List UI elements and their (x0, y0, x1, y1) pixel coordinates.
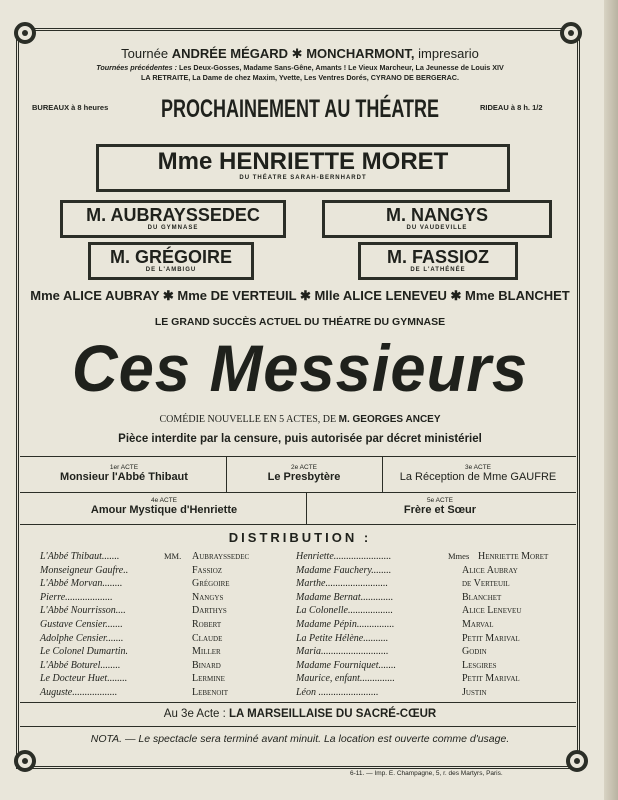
acts-middle-rule (20, 492, 576, 493)
cast-actor: Nangys (192, 591, 224, 603)
lead-actress-name: Mme HENRIETTE MORET (157, 148, 449, 175)
act-number: 3e ACTE (464, 464, 491, 471)
cast-actor: Grégoire (192, 578, 230, 590)
cast-actor: Lebenoit (192, 687, 229, 698)
act-cell (382, 464, 574, 483)
acts-bottom-rule (20, 524, 576, 525)
act-number: 5e ACTE (426, 497, 453, 504)
cast-actor: Fassioz (192, 564, 223, 576)
act-title: Frère et Sœur (403, 504, 477, 516)
cast-role: La Colonelle.................. (296, 605, 393, 617)
cast-actor: Robert (192, 619, 222, 630)
actor-box (88, 242, 254, 280)
act-title: Le Presbytère (267, 471, 341, 483)
cast-role: L'Abbé Boturel........ (40, 659, 121, 671)
play-title: Ces Messieurs (71, 331, 529, 405)
tour-name: ANDRÉE MÉGARD (171, 46, 289, 61)
act-cell (226, 464, 382, 483)
cast-actor: Darthys (192, 605, 227, 617)
cast-role: L'Abbé Morvan........ (40, 578, 123, 590)
censorship-note: Pièce interdite par la censure, puis autorisée par décret ministériel (118, 433, 482, 445)
third-act-line (20, 708, 580, 720)
cast-actor: Claude (192, 632, 223, 644)
act-cell (22, 497, 306, 516)
cast-role: Monseigneur Gaufre.. (40, 564, 129, 576)
corner-ornament-icon (560, 22, 582, 44)
printer-credit: 6-11. — Imp. E. Champagne, 5, r. des Martyrs, Paris. (350, 770, 503, 777)
actor-name: M. GRÉGOIRE (109, 247, 232, 267)
act-title: La Réception de Mme GAUFRE (399, 471, 557, 483)
star-icon: ✱ (291, 46, 303, 61)
distribution-heading: DISTRIBUTION : (228, 530, 372, 545)
cast-actor: Lermine (192, 673, 225, 685)
previous-tours-line-2: LA RETRAITE, La Dame de chez Maxim, Yvette, Les Ventres Dorés, CYRANO DE BERGERAC. (141, 73, 459, 82)
nota-line: NOTA. — Le spectacle sera terminé avant minuit. La location est ouverte comme d'usage. (90, 733, 510, 745)
actor-name: M. NANGYS (385, 205, 488, 225)
corner-ornament-icon (566, 750, 588, 772)
previous-list-1: Les Deux-Gosses, Madame Sans-Gêne, Amants ! Le Vieux Marcheur, La Jeunesse de Louis XIV (179, 63, 504, 72)
actor-theatre: DE L'ATHÉNÉE (410, 267, 466, 273)
cast-actor: Binard (192, 659, 221, 671)
cast-actor: Aubrayssedec (192, 551, 250, 562)
acts-top-rule (20, 456, 576, 457)
cast-role: Le Docteur Huet........ (40, 673, 128, 685)
cast-actor: Henriette Moret (478, 551, 549, 562)
cast-prefix: MM. (164, 551, 182, 561)
cast-role: Madame Fourniquet....... (296, 659, 396, 671)
cast-role: Le Colonel Dumartin. (40, 646, 129, 658)
act-number: 2e ACTE (290, 464, 317, 471)
corner-ornament-icon (14, 22, 36, 44)
cast-role: La Petite Hélène.......... (296, 632, 389, 644)
play-subtitle (20, 414, 580, 425)
impresario-name: MONCHARMONT, (306, 46, 415, 61)
actor-name: M. FASSIOZ (386, 247, 489, 267)
act-cell (306, 497, 574, 516)
cast-actor: Justin (462, 687, 487, 698)
corner-ornament-icon (14, 750, 36, 772)
actor-name: M. AUBRAYSSEDEC (86, 205, 260, 225)
cast-actor: Miller (192, 646, 221, 658)
subtitle-prefix: COMÉDIE NOUVELLE EN 5 ACTES, DE (159, 414, 337, 425)
cast-actor: Marval (462, 619, 494, 630)
cast-actor: Petit Marival (462, 632, 520, 644)
cast-role: L'Abbé Thibaut....... (40, 551, 120, 562)
cast-role: Adolphe Censier....... (40, 632, 124, 644)
cast-actor: Petit Marival (462, 673, 520, 685)
act-number: 4e ACTE (150, 497, 177, 504)
actor-theatre: DU VAUDEVILLE (406, 225, 468, 231)
cast-role: Henriette....................... (296, 551, 392, 562)
cast-actor: Godin (462, 646, 487, 658)
footer-rule (20, 726, 576, 727)
actor-box (60, 200, 286, 238)
rideau-time: RIDEAU à 8 h. 1/2 (480, 103, 543, 112)
headline: PROCHAINEMENT AU THÉATRE (160, 95, 439, 123)
cast-role: Marthe......................... (296, 578, 388, 590)
cast-role: Pierre................... (40, 591, 113, 603)
cast-actor: Lesgires (462, 659, 497, 671)
cast-role: Madame Fauchery........ (296, 564, 392, 576)
third-act-song: LA MARSEILLAISE DU SACRÉ-CŒUR (229, 708, 437, 720)
bureaux-time: BUREAUX à 8 heures (32, 103, 109, 112)
act-number: 1er ACTE (109, 464, 139, 471)
cast-actor: de Verteuil (462, 578, 510, 590)
lead-actress-theatre: DU THÉATRE SARAH-BERNHARDT (239, 175, 367, 181)
author-name: M. GEORGES ANCEY (338, 414, 441, 425)
previous-label: Tournées précédentes : (96, 63, 178, 72)
previous-tours-line-1 (20, 63, 580, 72)
cast-actor: Blanchet (462, 591, 502, 603)
cast-role: Madame Pépin............... (296, 619, 395, 630)
actor-box (322, 200, 552, 238)
actresses-line: Mme ALICE AUBRAY ✱ Mme DE VERTEUIL ✱ Mlle ALICE LENEVEU ✱ Mme BLANCHET (30, 288, 570, 303)
act-title: Monsieur l'Abbé Thibaut (60, 471, 188, 483)
actor-theatre: DE L'AMBIGU (145, 267, 197, 273)
act-title: Amour Mystique d'Henriette (90, 504, 238, 516)
impresario-word: impresario (418, 46, 479, 61)
actor-box (358, 242, 518, 280)
cast-role: Maurice, enfant.............. (296, 673, 395, 685)
cast-actor: Alice Aubray (462, 564, 518, 576)
cast-role: Madame Bernat............. (296, 591, 394, 603)
cast-actor: Alice Leneveu (462, 605, 522, 617)
tour-prefix: Tournée (121, 46, 169, 61)
cast-role: Auguste.................. (40, 687, 118, 698)
tour-line (20, 46, 580, 62)
third-act-prefix: Au 3e Acte : (163, 708, 226, 720)
actor-theatre: DU GYMNASE (147, 225, 199, 231)
act-cell (22, 464, 226, 483)
cast-role: Maria........................... (296, 646, 389, 658)
cast-prefix: Mmes (448, 551, 470, 561)
cast-role: L'Abbé Nourrisson.... (40, 605, 126, 617)
tagline: LE GRAND SUCCÈS ACTUEL DU THÉATRE DU GYMNASE (154, 316, 446, 328)
cast-role: Léon ........................ (296, 687, 379, 698)
footer-rule (20, 702, 576, 703)
lead-actress-box (96, 144, 510, 192)
cast-role: Gustave Censier....... (40, 619, 123, 630)
